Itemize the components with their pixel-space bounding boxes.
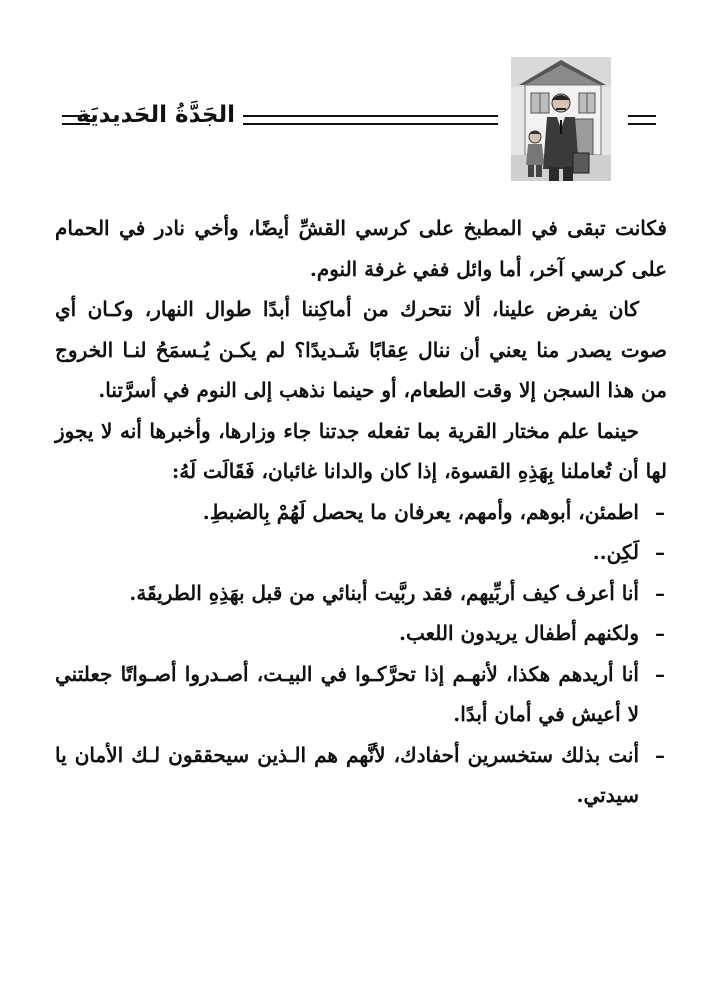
paragraph: فكانت تبقى في المطبخ على كرسي القشِّ أيضًا، وأخي نادر في الحمام على كرسي آخر، أما وائل ففي غرفة النوم. bbox=[55, 216, 667, 281]
dialogue-line bbox=[55, 613, 667, 654]
dialogue-text: ولكنهم أطفال يريدون اللعب. bbox=[399, 621, 639, 645]
dialogue-text: أنت بذلك ستخسرين أحفادك، لأنَّهم هم الـذين سيحققون لـك الأمان يا سيدتي. bbox=[55, 742, 639, 807]
chapter-title: الجَدَّةُ الحَديديَة bbox=[76, 102, 235, 128]
grandfather-and-child-house-illustration bbox=[511, 57, 611, 181]
dialogue-dash: – bbox=[655, 621, 665, 645]
dialogue-list bbox=[55, 492, 667, 816]
dialogue-dash: – bbox=[655, 661, 665, 686]
dialogue-line bbox=[55, 735, 667, 816]
page-header bbox=[0, 55, 720, 185]
decorative-rule bbox=[628, 115, 656, 125]
dialogue-line bbox=[55, 532, 667, 573]
dialogue-line bbox=[55, 654, 667, 735]
dialogue-dash: – bbox=[655, 540, 665, 564]
dialogue-dash: – bbox=[655, 499, 665, 524]
dialogue-text: لَكِن.. bbox=[592, 540, 639, 564]
dialogue-dash: – bbox=[655, 580, 665, 605]
story-text bbox=[55, 208, 667, 816]
dialogue-text: أنا أريدهم هكذا، لأنهـم إذا تحرَّكـوا في البيـت، أصـدروا أصـواتًا جعلتني لا أعيش في أمان أبدًا. bbox=[55, 661, 639, 726]
dialogue-line bbox=[55, 573, 667, 614]
dialogue-dash: – bbox=[655, 742, 665, 767]
paragraph: حينما علم مختار القرية بما تفعله جدتنا جاء وزارها، وأخبرها أنه لا يجوز لها أن تُعاملنا بِهَذِهِ القسوة، إذا كان والدانا غائبان، فَقَالَت لَهُ: bbox=[55, 418, 667, 483]
dialogue-text: أنا أعرف كيف أربِّيهم، فقد ربَّيت أبنائي من قبل بهَذِهِ الطريقَة. bbox=[129, 580, 639, 605]
dialogue-text: اطمئن، أبوهم، وأمهم، يعرفان ما يحصل لَهُمْ بِالضبطِ. bbox=[202, 499, 639, 524]
paragraph: كان يفرض علينا، ألا نتحرك من أماكِننا أبدًا طوال النهار، وكـان أي صوت يصدر منا يعني أن ننال عِقابًا شَـديدًا؟ لم يكـن يُـسمَحُ لنـا الخروج من هذا السجن إلا وقت الطعام، أو حينما نذهب إلى النوم في أسرَّتنا. bbox=[55, 297, 667, 402]
decorative-rule bbox=[243, 115, 498, 125]
dialogue-line bbox=[55, 492, 667, 533]
